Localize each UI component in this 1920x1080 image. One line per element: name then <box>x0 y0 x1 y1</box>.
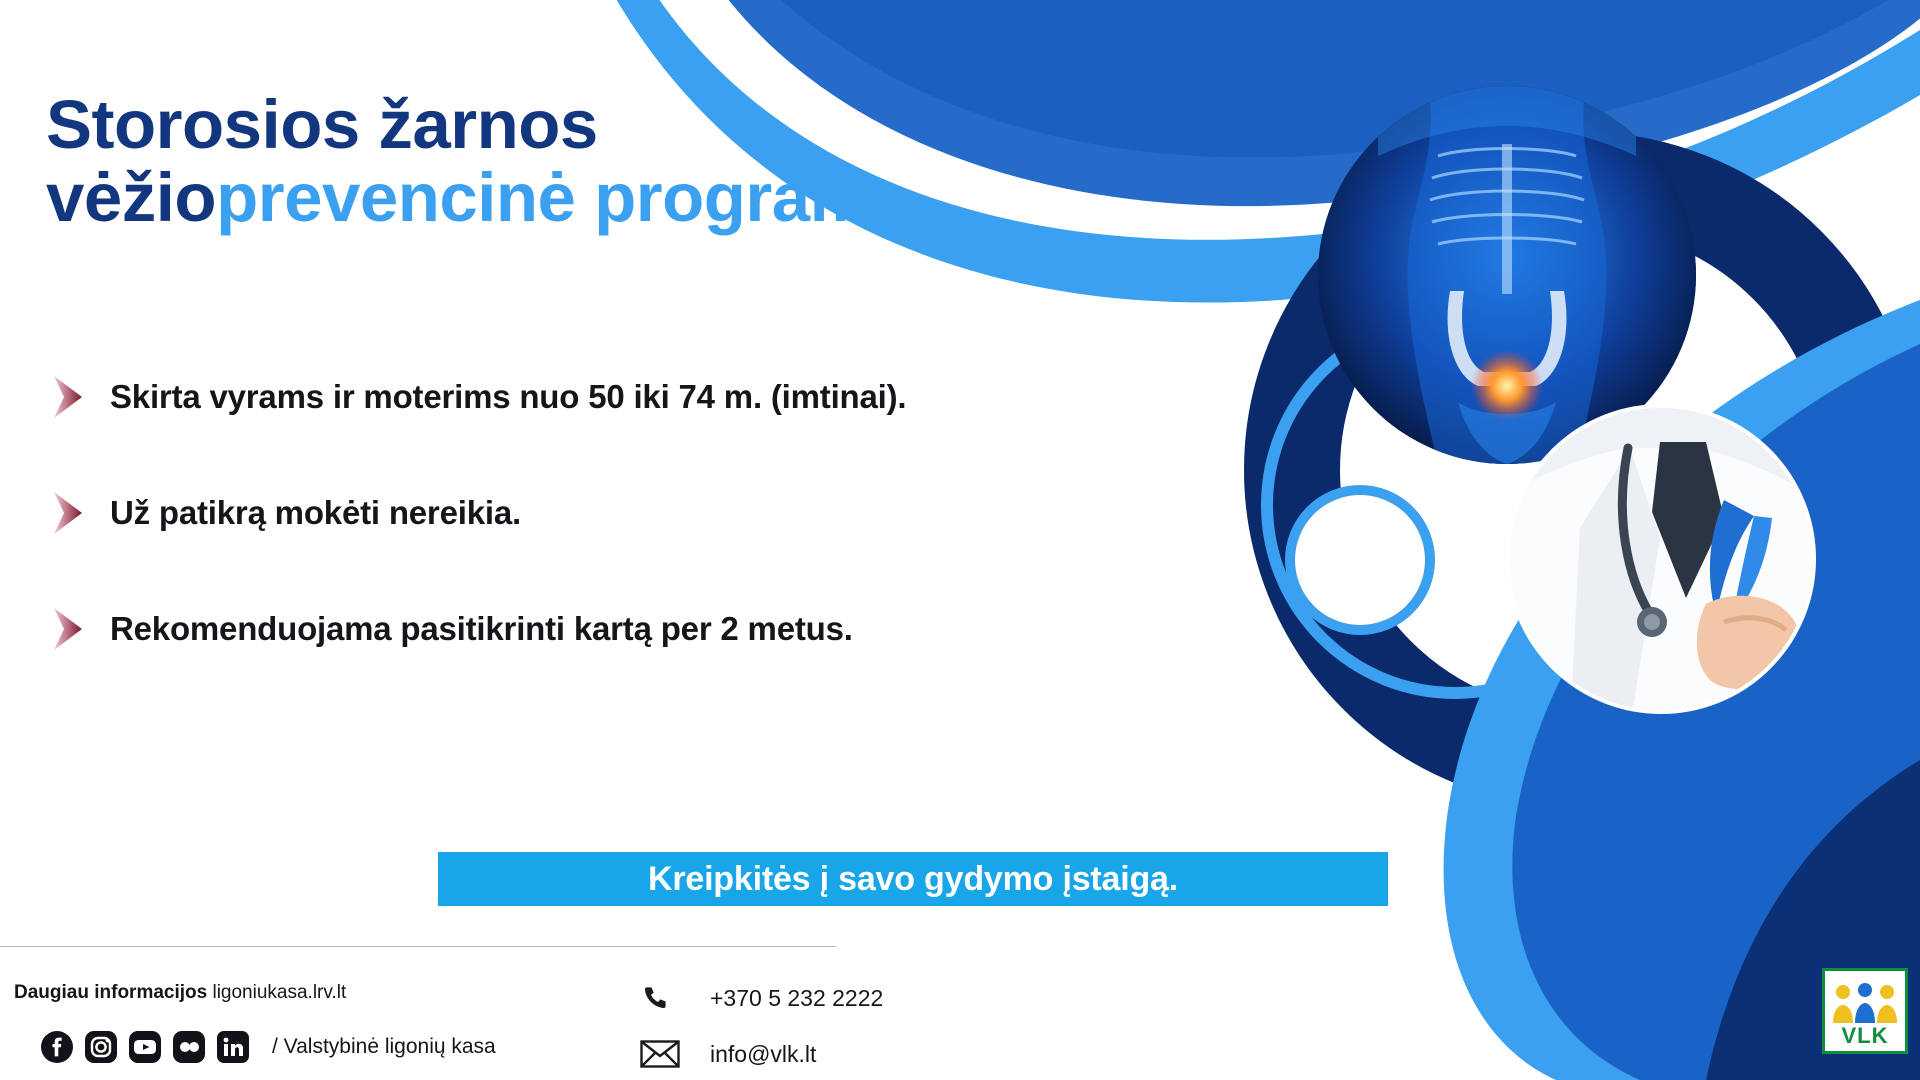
headline-line-2-dark: vėžio <box>46 159 217 237</box>
vlk-logo-text: VLK <box>1841 1023 1889 1048</box>
facebook-icon[interactable] <box>40 1030 74 1064</box>
chevron-right-icon <box>52 490 86 536</box>
phone-icon <box>640 981 686 1015</box>
flickr-icon[interactable] <box>172 1030 206 1064</box>
email-address[interactable]: info@vlk.lt <box>710 1040 817 1067</box>
call-to-action-text: Kreipkitės į savo gydymo įstaigą. <box>647 859 1179 898</box>
more-info-label: Daugiau informacijos <box>14 982 208 1003</box>
list-item <box>52 602 1282 656</box>
contact-info <box>640 970 883 1080</box>
page-title <box>46 86 1326 237</box>
bullet-list <box>52 370 1282 718</box>
list-item <box>52 486 1282 540</box>
more-info-url[interactable]: ligoniukasa.lrv.lt <box>212 982 347 1003</box>
people-icon <box>1829 981 1901 1025</box>
chevron-right-icon <box>52 374 86 420</box>
doctor-photo <box>1506 404 1816 714</box>
phone-row <box>640 970 883 1026</box>
phone-number[interactable]: +370 5 232 2222 <box>710 984 884 1011</box>
youtube-icon[interactable] <box>128 1030 162 1064</box>
email-row <box>640 1026 883 1080</box>
headline-line-2-light: prevencinė programa <box>216 159 909 237</box>
chevron-right-icon <box>52 606 86 652</box>
footer <box>0 940 1920 1080</box>
social-label: / Valstybinė ligonių kasa <box>272 1035 496 1058</box>
envelope-icon <box>640 1037 686 1071</box>
more-info <box>14 982 346 1004</box>
social-links <box>40 1030 496 1064</box>
footer-divider <box>0 946 836 947</box>
call-to-action-banner <box>438 852 1388 906</box>
vlk-logo <box>1822 968 1908 1054</box>
list-item-label: Už patikrą mokėti nereikia. <box>110 494 521 531</box>
instagram-icon[interactable] <box>84 1030 118 1064</box>
list-item-label: Skirta vyrams ir moterims nuo 50 iki 74 m. (imtinai). <box>110 378 907 415</box>
list-item <box>52 370 1282 424</box>
headline-line-2 <box>46 159 1326 237</box>
linkedin-icon[interactable] <box>216 1030 250 1064</box>
list-item-label: Rekomenduojama pasitikrinti kartą per 2 metus. <box>110 610 853 647</box>
headline-line-1: Storosios žarnos <box>46 86 598 163</box>
